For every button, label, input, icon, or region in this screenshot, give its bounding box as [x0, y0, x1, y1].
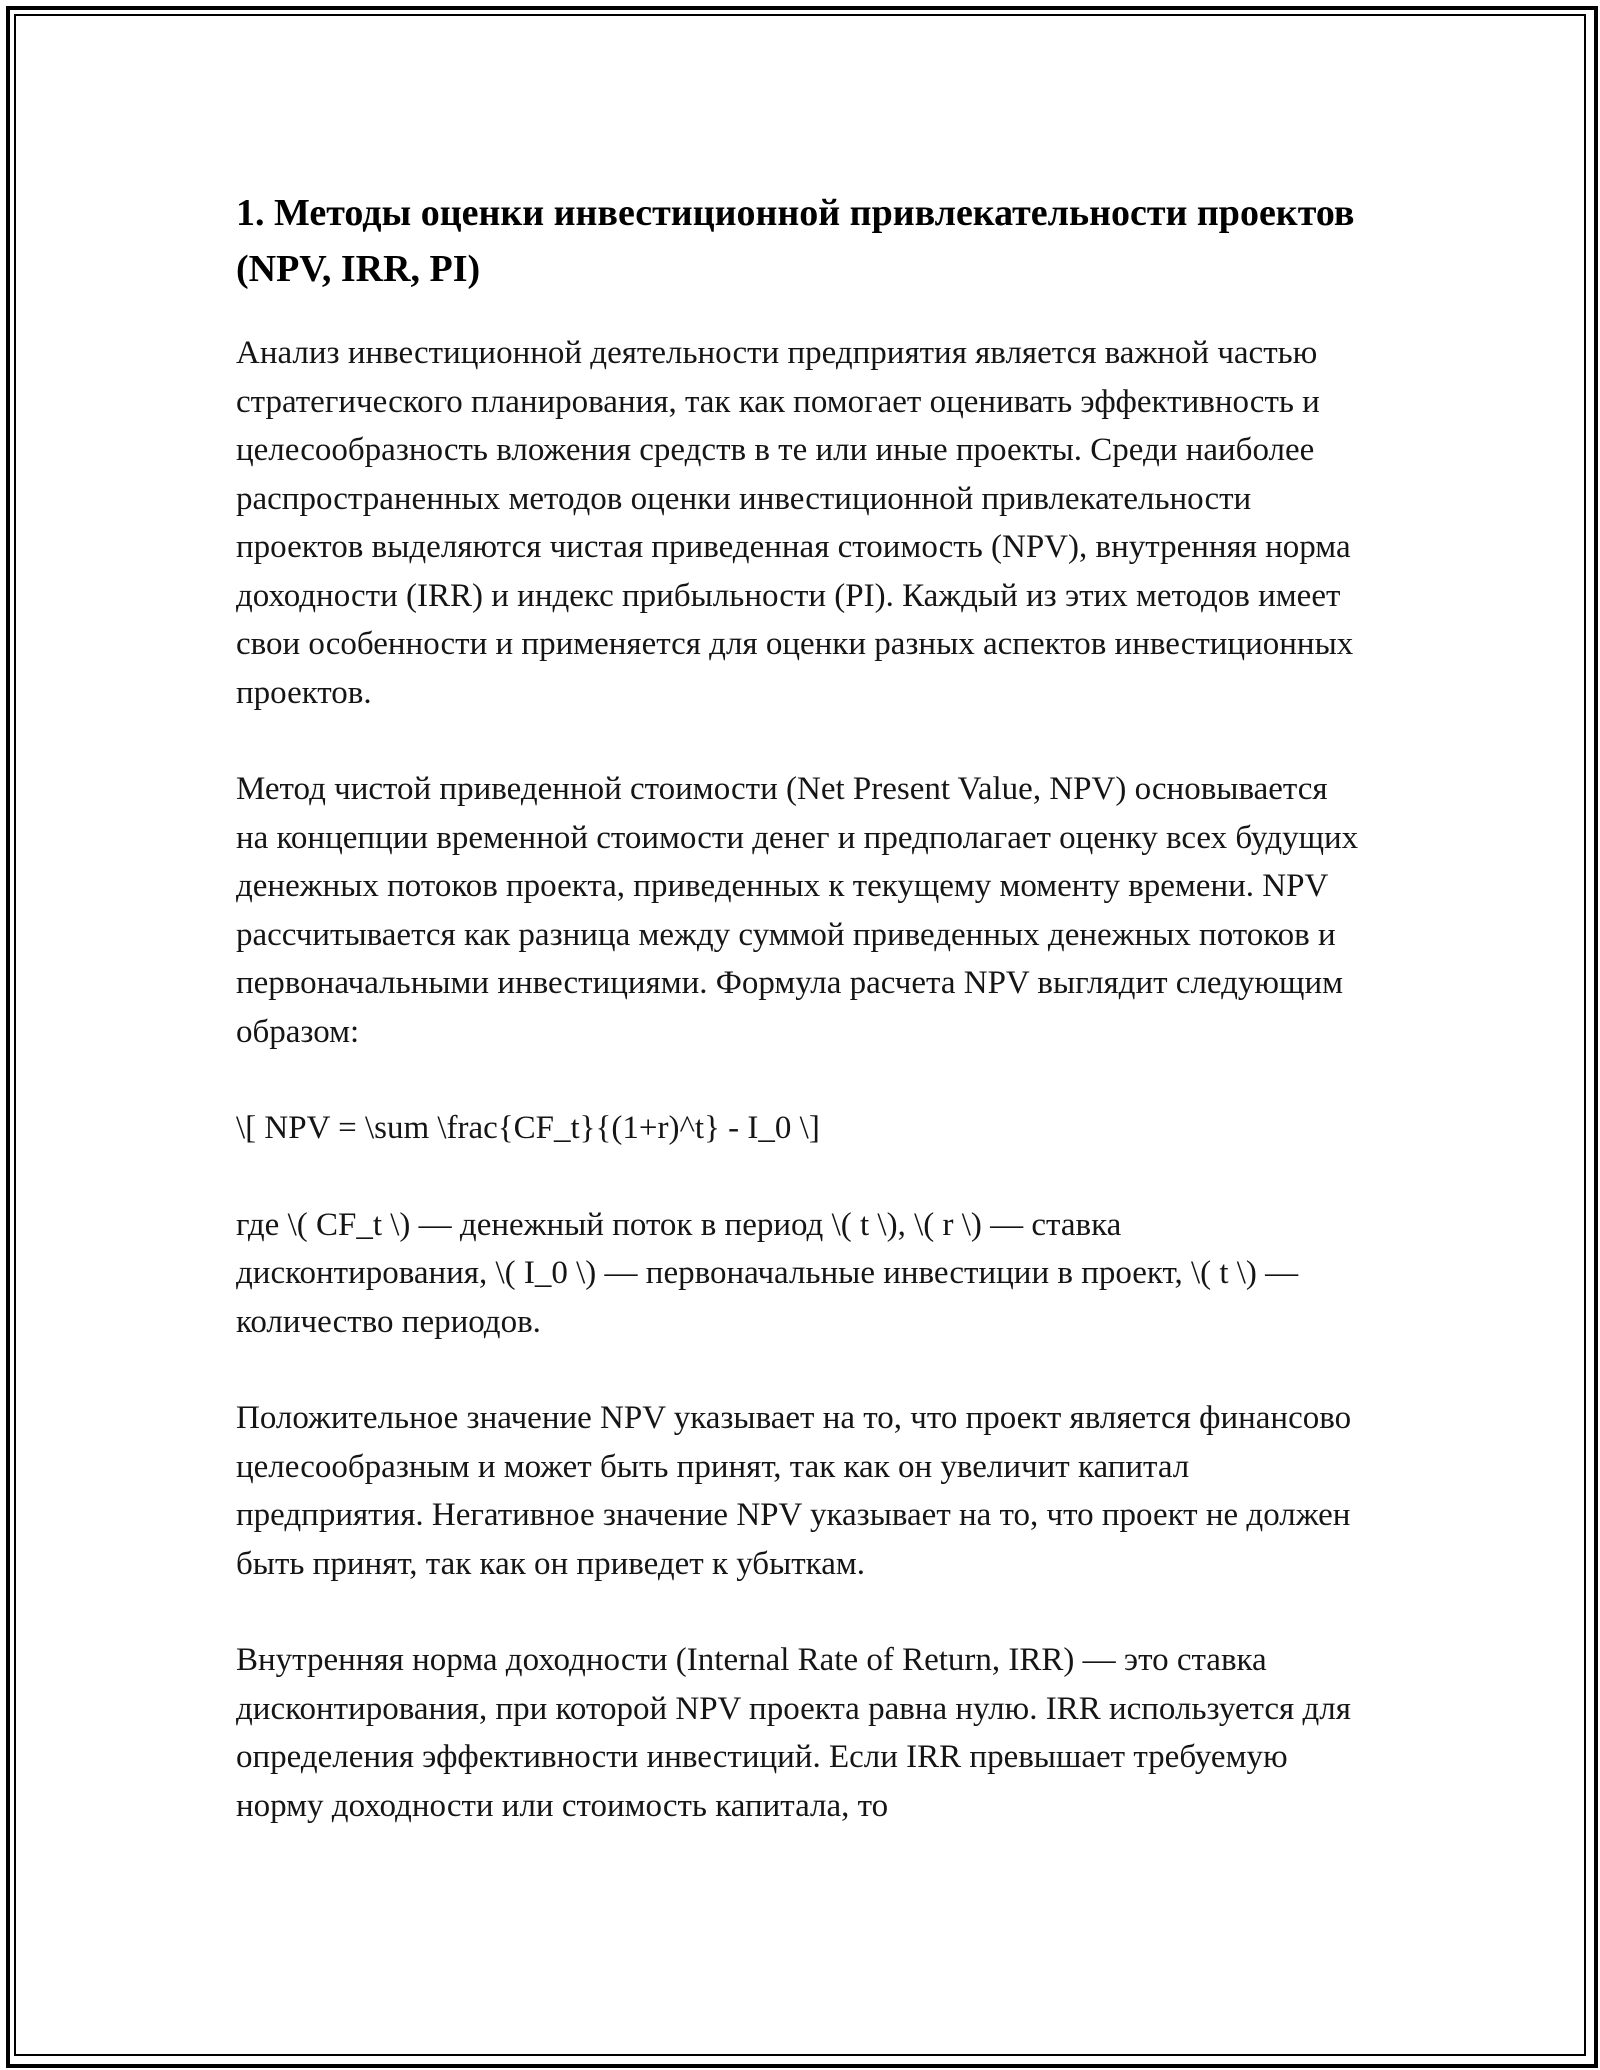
document-body: [236, 185, 1366, 1878]
npv-formula: \[ NPV = \sum \frac{CF_t}{(1+r)^t} - I_0 \]: [236, 1110, 820, 1146]
section-heading: 1. Методы оценки инвестиционной привлекательности проектов (NPV, IRR, PI): [236, 192, 1355, 290]
paragraph-irr: Внутренняя норма доходности (Internal Rate of Return, IRR) — это ставка дисконтирования, при которой NPV проекта равна нулю. IRR используется для определения эффективности инвестиций. Если IRR превышает требуемую норму доходности или стоимость капитала, то: [236, 1642, 1351, 1824]
paragraph-formula-legend: где \( CF_t \) — денежный поток в период \( t \), \( r \) — ставка дисконтирования, \( I_0 \) — первоначальные инвестиции в проект, \( t \) — количество периодов.: [236, 1206, 1299, 1340]
paragraph-npv-method: Метод чистой приведенной стоимости (Net Present Value, NPV) основывается на концепции временной стоимости денег и предполагает оценку всех будущих денежных потоков проекта, приведенных к текущему моменту времени. NPV рассчитывается как разница между суммой приведенных денежных потоков и первоначальными инвестициями. Формула расчета NPV выглядит следующим образом:: [236, 771, 1359, 1050]
paragraph-npv-interpretation: Положительное значение NPV указывает на то, что проект является финансово целесообразным и может быть принят, так как он увеличит капитал предприятия. Негативное значение NPV указывает на то, что проект не должен быть принят, так как он приведет к убыткам.: [236, 1400, 1352, 1582]
paragraph-intro: Анализ инвестиционной деятельности предприятия является важной частью стратегического планирования, так как помогает оценивать эффективность и целесообразность вложения средств в те или иные проекты. Среди наиболее распространенных методов оценки инвестиционной привлекательности проектов выделяются чистая приведенная стоимость (NPV), внутренняя норма доходности (IRR) и индекс прибыльности (PI). Каждый из этих методов имеет свои особенности и применяется для оценки разных аспектов инвестиционных проектов.: [236, 335, 1354, 711]
